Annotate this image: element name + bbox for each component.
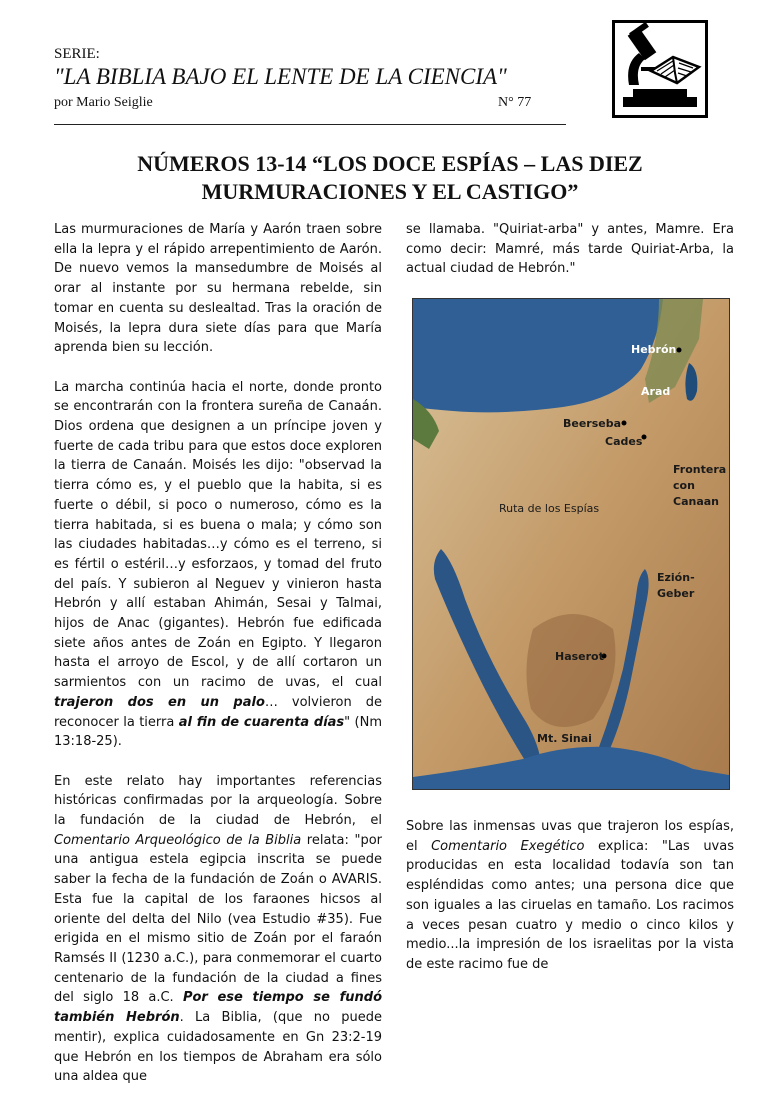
label-mt-sinai: Mt. Sinai: [537, 732, 592, 745]
map-graphic: [413, 299, 729, 789]
paragraph-3-text-c: relata: "por una antigua estela egipcia inscrita se puede saber la fecha de la fundación de Zoán o AVARIS. Esta fue la capital de los faraones hicsos al oriente del delta del Nilo (vea Estudio #35). Fue erigida en el mismo sitio de Zoán por el faraón Ramsés II (1230 a.C.), para conmemorar el cuarto centenario de la fundación de la ciudad a fines del siglo 18 a.C.: [54, 832, 382, 1006]
author-line: por Mario Seiglie: [54, 95, 153, 110]
paragraph-4: se llamaba. "Quiriat-arba" y antes, Mamre. Era como decir: Mamré, más tarde Quiriat-Arba, la actual ciudad de Hebrón.": [406, 222, 734, 277]
citation-comentario-exegetico: Comentario Exegético: [431, 838, 585, 854]
paragraph-5-text-a: Sobre las inmensas uvas que trajeron los espías, el: [406, 819, 734, 854]
label-ezion-1: Ezión-: [657, 571, 695, 584]
article-title-line-1: NÚMEROS 13-14 “LOS DOCE ESPÍAS – LAS DIEZ: [137, 151, 643, 176]
microscope-bible-icon: [612, 20, 708, 118]
paragraph-3-text-e: . La Biblia, (que no puede mentir), explica cuidadosamente en Gn 23:2-19 que Hebrón en los tiempos de Abraham era sólo una aldea que: [54, 1010, 382, 1085]
left-column: [54, 220, 382, 1107]
label-cades: Cades: [605, 435, 643, 448]
header-divider: [54, 124, 566, 125]
paragraph-2-text-e: " (Nm 13:18-25).: [54, 714, 382, 750]
right-column-bottom: [406, 817, 734, 994]
label-haserot: Haserot: [555, 650, 604, 663]
right-column-top: [406, 220, 734, 299]
article-title-line-2: MURMURACIONES Y EL CASTIGO”: [201, 179, 579, 204]
series-title: "LA BIBLIA BAJO EL LENTE DE LA CIENCIA": [54, 64, 507, 89]
paragraph-2-text-c: … volvieron de reconocer la tierra: [54, 694, 382, 730]
paragraph-3: [54, 772, 382, 1087]
beerseba-marker: [622, 421, 627, 426]
paragraph-5-text-c: explica: "Las uvas producidas en esta localidad todavía son tan espléndidas como antes; una persona dice que son iguales a las ciruelas en tamaño. Los racimos a veces pesan cuatro y medio o cinco kilos y medio...la impresión de los israelitas por la vista de este racimo fue de: [406, 838, 734, 972]
hebron-marker: [677, 348, 682, 353]
series-label: SERIE:: [54, 46, 100, 62]
label-frontera-2: con: [673, 479, 695, 492]
label-frontera-3: Canaan: [673, 495, 720, 508]
spies-route-map: [412, 298, 730, 790]
label-arad: Arad: [641, 385, 671, 398]
article-title: [120, 150, 660, 206]
label-frontera-1: Frontera: [673, 463, 727, 476]
paragraph-2-text-a: La marcha continúa hacia el norte, donde pronto se encontrarán con la frontera sureña de Canaán. Dios ordena que designen a un príncipe joven y fuerte de cada tribu para que estos doce exploren la tierra de Canaán. Moisés les dijo: "observad la tierra cómo es, y el pueblo que la habita, si es fuerte o débil, si poco o numeroso, cómo es la tierra habitada, si es buena o mala; y cómo son las ciudades habitadas…y cómo es el terreno, si es fértil o estéril…y esforzaos, y tomad del fruto del país. Y subieron al Neguev y vinieron hasta Hebrón y allí estaban Ahimán, Sesai y Talmai, hijos de Anac (gigantes). Hebrón fue edificada siete años antes de Zoán en Egipto. Y llegaron hasta el arroyo de Escol, y de allí cortaron un sarmientos con un racimo de uvas, el cual: [54, 379, 382, 691]
label-beerseba: Beerseba: [563, 417, 622, 430]
label-hebron: Hebrón: [631, 343, 677, 356]
label-ruta-espias: Ruta de los Espías: [499, 502, 600, 515]
label-ezion-2: Geber: [657, 587, 695, 600]
emphasis-dos-en-un-palo: trajeron dos en un palo: [54, 694, 265, 710]
citation-comentario-arqueologico: Comentario Arqueológico de la Biblia: [54, 832, 302, 848]
issue-number: N° 77: [498, 95, 532, 110]
emphasis-cuarenta-dias: al fin de cuarenta días: [178, 714, 345, 730]
paragraph-2: [54, 378, 382, 752]
paragraph-1: Las murmuraciones de María y Aarón traen sobre ella la lepra y el rápido arrepentimiento de Aarón. De nuevo vemos la mansedumbre de Moisés al orar al instante por su hermana rebelde, sin tomar en cuenta su deslealtad. Tras la oración de Moisés, la lepra dura siete días para que María aprenda bien su lección.: [54, 222, 382, 356]
paragraph-5: [406, 817, 734, 975]
paragraph-3-text-a: En este relato hay importantes referencias históricas confirmadas por la arqueología. Sobre la fundación de la ciudad de Hebrón, el: [54, 773, 382, 829]
emphasis-fundacion-hebron: Por ese tiempo se fundó también Hebrón: [54, 990, 382, 1026]
